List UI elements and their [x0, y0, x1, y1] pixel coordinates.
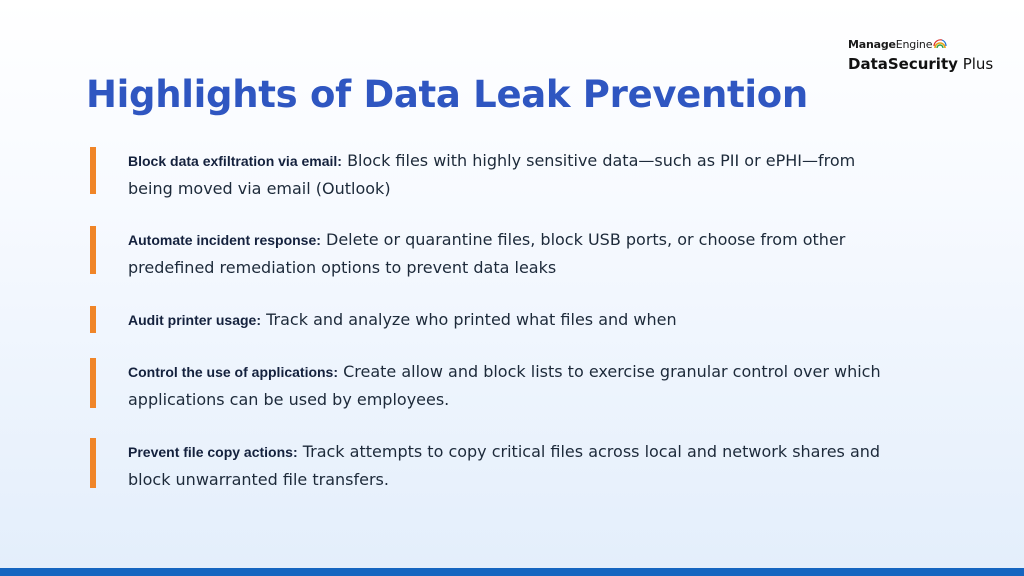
- highlight-text: [128, 438, 898, 493]
- highlight-body: Block files with highly sensitive data—such as PII or ePHI—from being moved via email (Outlook): [128, 151, 856, 198]
- logo-product-name: [848, 54, 1008, 74]
- highlight-text: [128, 226, 898, 281]
- highlight-lead: Control the use of applications:: [128, 364, 339, 380]
- page-title: Highlights of Data Leak Prevention: [86, 73, 808, 116]
- highlight-lead: Audit printer usage:: [128, 312, 262, 328]
- logo-product-light: Plus: [962, 55, 994, 73]
- logo-arc-icon: [933, 38, 947, 50]
- highlight-lead: Automate incident response:: [128, 232, 321, 248]
- highlight-body: Track attempts to copy critical files across local and network shares and block unwarranted file transfers.: [128, 442, 881, 489]
- highlight-text: [128, 147, 898, 202]
- accent-bar: [90, 438, 96, 488]
- accent-bar: [90, 226, 96, 274]
- logo-engine-text: Engine: [895, 38, 933, 51]
- highlight-body: Delete or quarantine files, block USB ports, or choose from other predefined remediation options to prevent data leaks: [128, 230, 846, 277]
- brand-logo: [848, 38, 1008, 78]
- footer-bar: [0, 568, 1024, 576]
- highlight-body: Track and analyze who printed what files and when: [266, 310, 677, 329]
- accent-bar: [90, 306, 96, 333]
- highlight-text: [128, 306, 898, 334]
- logo-product-strong: DataSecurity: [848, 55, 958, 73]
- logo-manageengine: [848, 38, 1008, 52]
- highlight-text: [128, 358, 898, 413]
- accent-bar: [90, 358, 96, 408]
- logo-manage-text: Manage: [848, 38, 896, 51]
- highlight-body: Create allow and block lists to exercise granular control over which applications can be used by employees.: [128, 362, 881, 409]
- accent-bar: [90, 147, 96, 194]
- highlight-lead: Block data exfiltration via email:: [128, 153, 342, 169]
- highlight-lead: Prevent file copy actions:: [128, 444, 298, 460]
